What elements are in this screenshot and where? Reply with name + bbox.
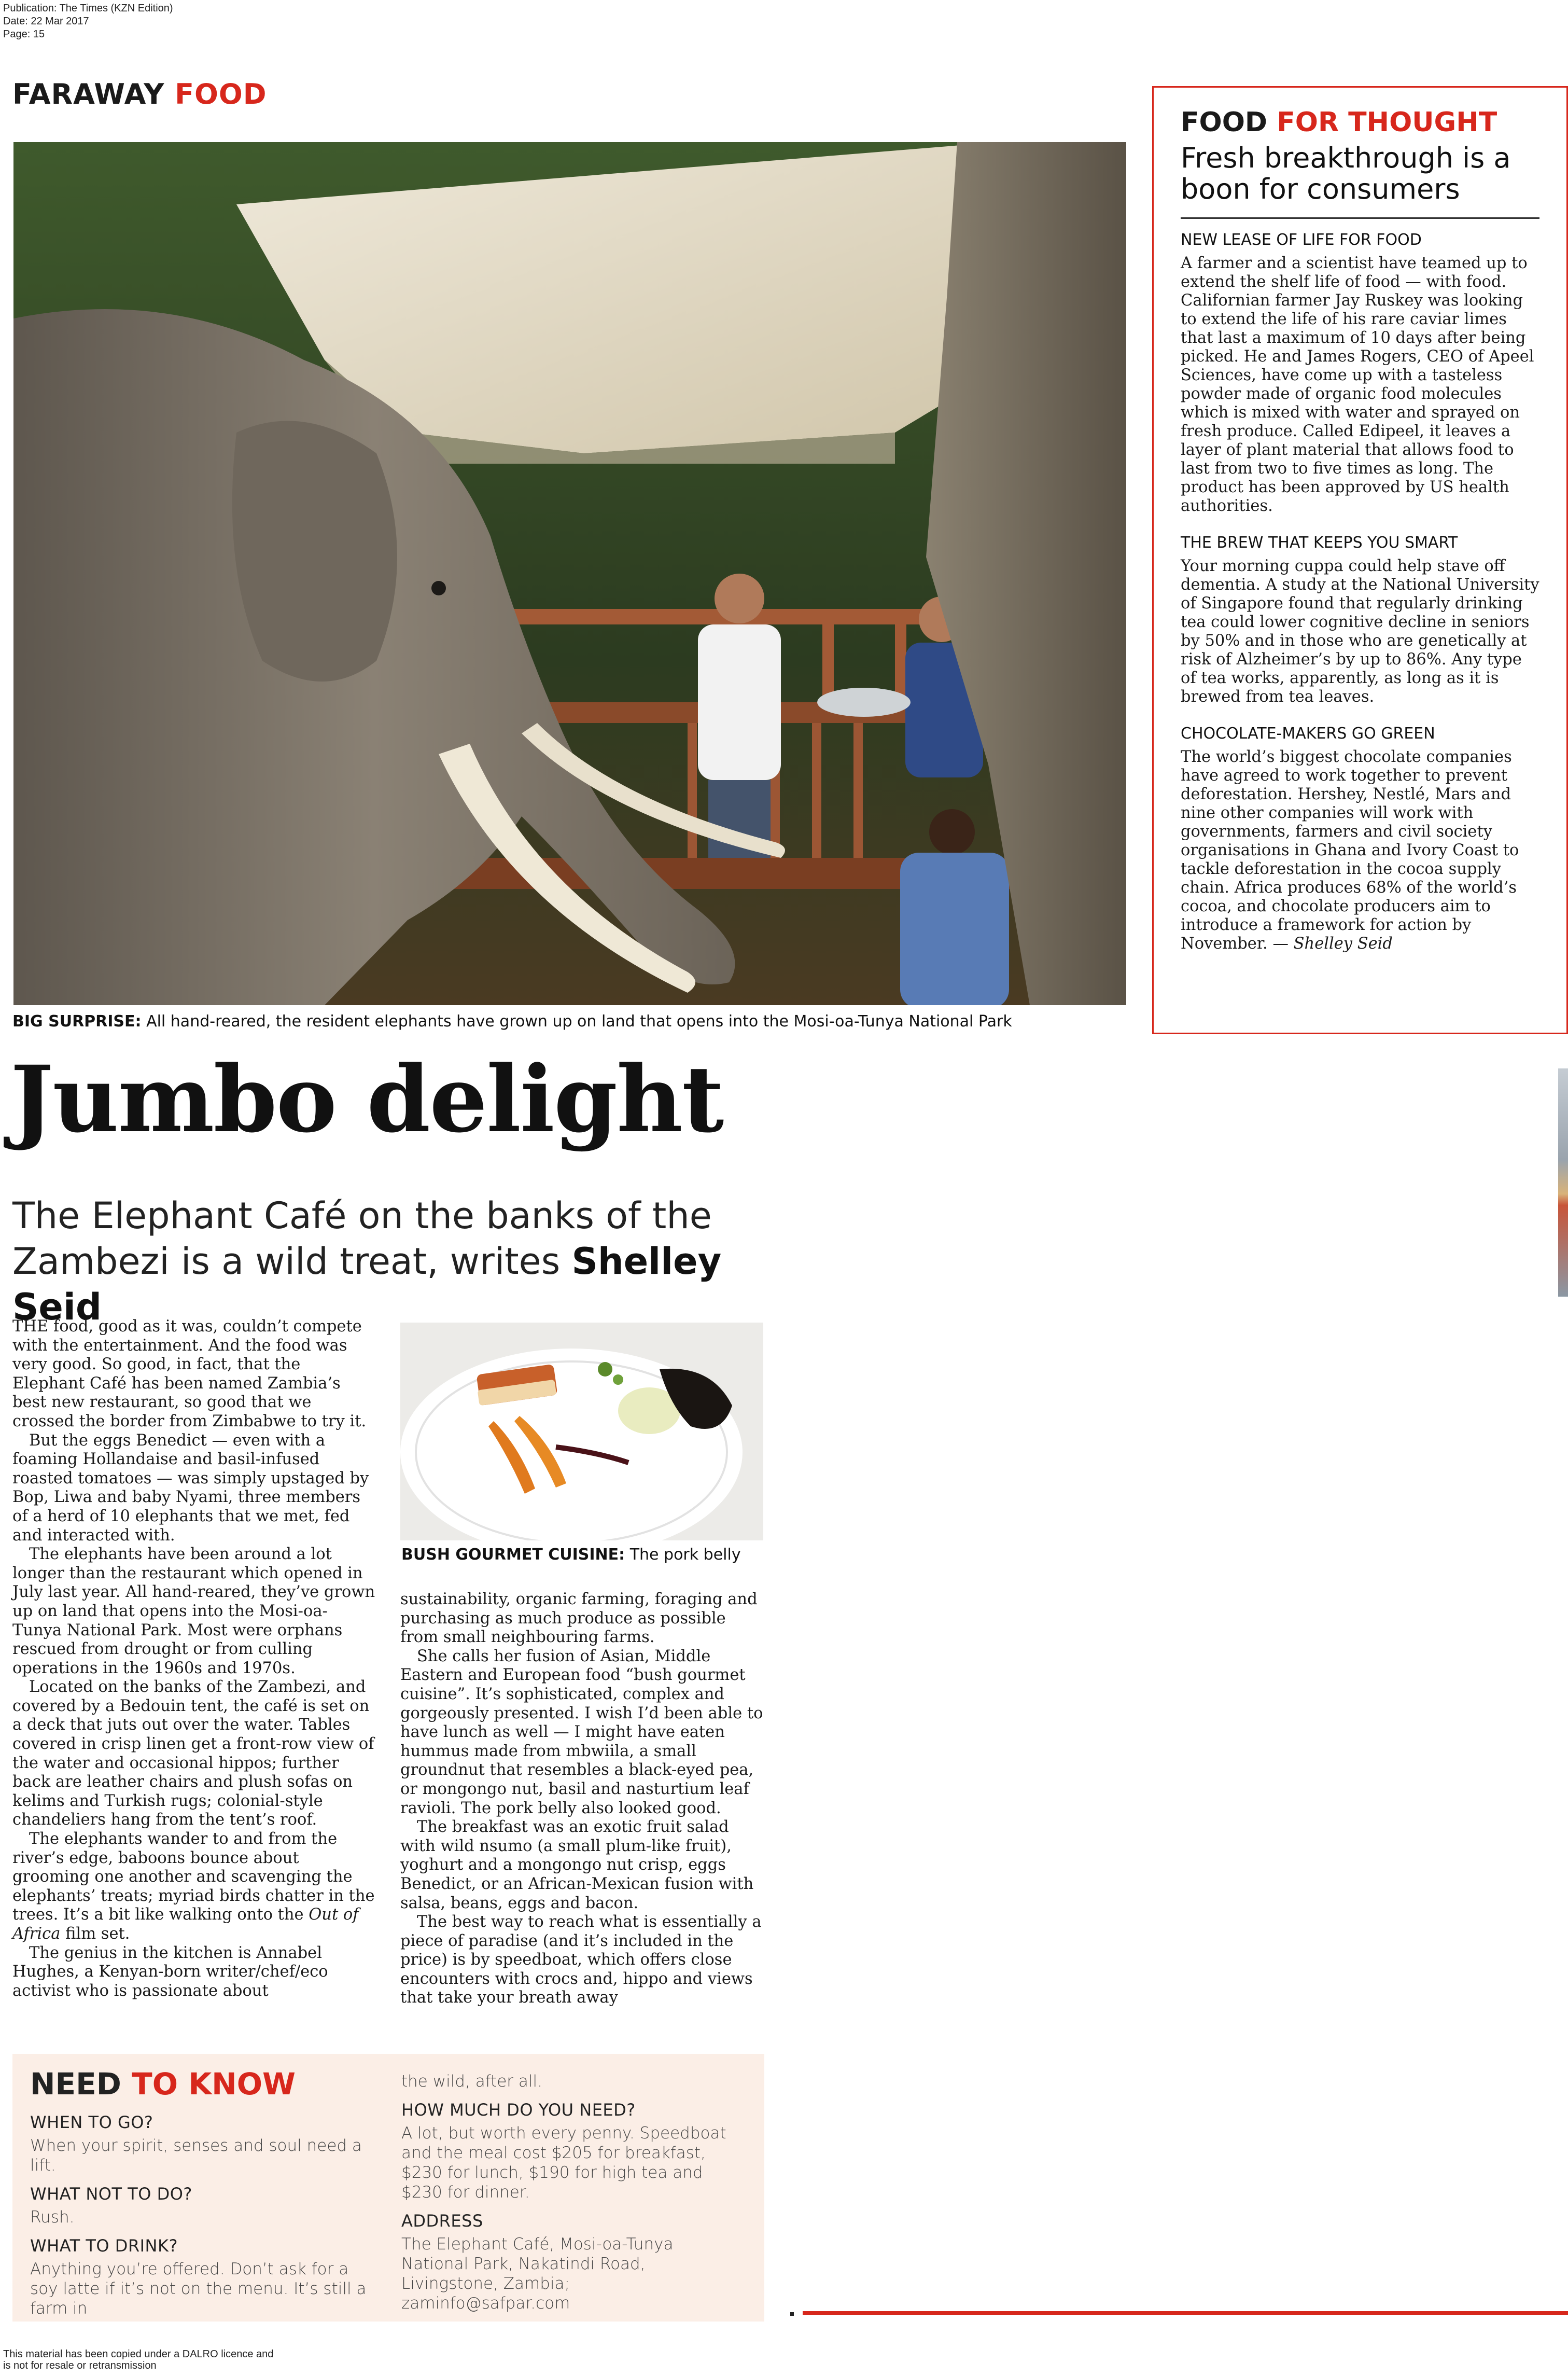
sidebar-byline: Shelley Seid xyxy=(1293,935,1393,953)
section-tag-part1: FARAWAY xyxy=(12,78,165,110)
need-to-know-question: ADDRESS xyxy=(401,2211,483,2231)
need-to-know-answer: When your spirit, senses and soul need a lift. xyxy=(30,2136,362,2175)
article-paragraph: sustainability, organic farming, foraging and purchasing as much produce as possible from small neighbouring farms. xyxy=(400,1590,758,1647)
sidebar-headline: Fresh breakthrough is a boon for consumers xyxy=(1181,142,1511,205)
article-paragraph: The elephants have been around a lot longer than the restaurant which opened in July last year. All hand-reared, they’ve grown up on land that opens into the Mosi-oa-Tunya National Park. Most were orphans rescued from drought or from culling operations in the 1960s and 1970s. xyxy=(12,1545,375,1677)
article-paragraph xyxy=(12,1830,375,1944)
need-to-know-question: WHAT NOT TO DO? xyxy=(30,2184,192,2204)
sidebar-section-title: CHOCOLATE-MAKERS GO GREEN xyxy=(1181,725,1435,743)
article-paragraph-tail: film set. xyxy=(65,1925,130,1943)
article-paragraph: Located on the banks of the Zambezi, and covered by a Bedouin tent, the café is set on a deck that juts out over the water. Tables covered in crisp linen get a front-row view of the water and occasional hippos; further back are leather chairs and plush sofas on kelims and Turkish rugs; colonial-style chandeliers hang from the tent’s roof. xyxy=(12,1678,374,1829)
need-to-know-question: WHEN TO GO? xyxy=(30,2112,153,2132)
pork-belly-photo-illustration xyxy=(400,1323,763,1540)
sidebar-section-title: NEW LEASE OF LIFE FOR FOOD xyxy=(1181,231,1422,249)
need-to-know-answer: The Elephant Café, Mosi-oa-Tunya National Park, Nakatindi Road, Livingstone, Zambia; zaminfo@safpar.com xyxy=(401,2235,674,2313)
article-paragraph: THE food, good as it was, couldn’t compete with the entertainment. And the food was very good. So good, in fact, that the Elephant Café has been named Zambia’s best new restaurant, so good that we crossed the border from Zimbabwe to try it. xyxy=(12,1317,367,1430)
article-paragraph-text: The elephants wander to and from the river’s edge, baboons bounce about grooming one another and scavenging the elephants’ treats; myriad birds chatter in the trees. It’s a bit like walking onto the xyxy=(12,1830,375,1924)
sidebar-section-body: Your morning cuppa could help stave off dementia. A study at the National University of Singapore found that regularly drinking tea could lower cognitive decline in seniors by 50% and in those who are genetically at risk of Alzheimer’s by up to 86%. Any type of tea works, apparently, as long as it is brewed from tea leaves. xyxy=(1181,557,1539,706)
elephant-photo-illustration xyxy=(13,142,1126,1005)
article-author: Shelley Seid xyxy=(12,1240,722,1328)
need-to-know-title-part1: NEED xyxy=(30,2066,121,2102)
sidebar-divider xyxy=(1181,217,1539,219)
need-to-know-question: WHAT TO DRINK? xyxy=(30,2236,178,2256)
film-title: Out of Africa xyxy=(12,1906,359,1943)
article-paragraph: She calls her fusion of Asian, Middle Eastern and European food “bush gourmet cuisine”. It’s sophisticated, complex and gorgeously presented. I wish I’d been able to have lunch as well — I might have eaten hummus made from mbwiila, a small groundnut that resembles a black-eyed pea, or mongongo nut, basil and nasturtium leaf ravioli. The pork belly also looked good. xyxy=(400,1647,763,1817)
need-to-know-continuation: the wild, after all. xyxy=(401,2072,542,2091)
adjacent-page-edge-image xyxy=(1558,1068,1568,1297)
main-photo-caption xyxy=(12,1012,1012,1031)
small-photo-caption-text: The pork belly xyxy=(629,1546,741,1564)
need-to-know-left-column xyxy=(30,2064,372,2318)
article-column-2 xyxy=(400,1590,763,2008)
sidebar-kicker-part2: FOR THOUGHT xyxy=(1277,107,1497,138)
publication-name: Publication: The Times (KZN Edition) xyxy=(3,3,173,14)
article-paragraph: But the eggs Benedict — even with a foaming Hollandaise and basil-infused roasted tomatoes — was simply upstaged by Bop, Liwa and baby Nyami, three members of a herd of 10 elephants that we met, fed and interacted with. xyxy=(12,1431,369,1545)
small-photo-caption-lead: BUSH GOURMET CUISINE: xyxy=(401,1546,625,1564)
publication-meta xyxy=(3,2,173,41)
publication-date: Date: 22 Mar 2017 xyxy=(3,16,89,27)
need-to-know-title xyxy=(30,2064,372,2104)
bottom-accent-rule xyxy=(803,2311,1568,2315)
need-to-know-box xyxy=(12,2054,764,2322)
main-photo-caption-lead: BIG SURPRISE: xyxy=(12,1012,142,1031)
need-to-know-answer: Rush. xyxy=(30,2208,75,2227)
article-standfirst xyxy=(12,1193,790,1330)
sidebar-kicker-part1: FOOD xyxy=(1181,107,1268,138)
article-column-1 xyxy=(12,1317,375,2000)
pork-belly-photo xyxy=(400,1323,763,1540)
pork-belly-caption xyxy=(401,1546,741,1564)
sidebar-section-title: THE BREW THAT KEEPS YOU SMART xyxy=(1181,534,1458,552)
article-paragraph: The genius in the kitchen is Annabel Hughes, a Kenyan-born writer/chef/eco activist who is passionate about xyxy=(12,1943,328,2000)
sidebar-section-body-text: The world’s biggest chocolate companies have agreed to work together to prevent deforestation. Hershey, Nestlé, Mars and nine other companies will work with governments, farmers and civil society organisations in Ghana and Ivory Coast to tackle deforestation in the cocoa supply chain. Africa produces 68% of the world’s cocoa, and chocolate producers aim to introduce a framework for action by November. — xyxy=(1181,748,1519,953)
section-tag xyxy=(12,78,267,110)
need-to-know-right-column xyxy=(401,2064,744,2313)
need-to-know-title-part2: TO KNOW xyxy=(132,2066,296,2102)
main-photo-caption-text: All hand-reared, the resident elephants have grown up on land that opens into the Mosi-oa-Tunya National Park xyxy=(146,1012,1012,1031)
page-marker-dot xyxy=(790,2312,794,2316)
article-paragraph: The best way to reach what is essentially a piece of paradise (and it’s included in the price) is by speedboat, which offers close encounters with crocs and, hippo and views that take your breath away xyxy=(400,1913,762,2007)
article-headline: Jumbo delight xyxy=(10,1046,723,1153)
publication-page: Page: 15 xyxy=(3,29,45,40)
licence-line-2: is not for resale or retransmission xyxy=(3,2360,157,2371)
licence-line-1: This material has been copied under a DALRO licence and xyxy=(3,2348,274,2360)
section-tag-part2: FOOD xyxy=(175,78,267,110)
main-photo-elephant xyxy=(13,142,1126,1005)
standfirst-text: The Elephant Café on the banks of the Zambezi is a wild treat, writes xyxy=(12,1194,712,1283)
sidebar-section-body xyxy=(1181,748,1539,953)
need-to-know-answer: A lot, but worth every penny. Speedboat and the meal cost $205 for breakfast, $230 for lunch, $190 for high tea and $230 for dinner. xyxy=(401,2124,726,2202)
food-for-thought-sidebar xyxy=(1152,86,1568,1034)
sidebar-section-body: A farmer and a scientist have teamed up to extend the shelf life of food — with food. Californian farmer Jay Ruskey was looking to extend the life of his rare caviar limes that last a maximum of 10 days after being picked. He and James Rogers, CEO of Apeel Sciences, have come up with a tasteless powder made of organic food molecules which is mixed with water and sprayed on fresh produce. Called Edipeel, it leaves a layer of plant material that allows food to last from two to five times as long. The product has been approved by US health authorities. xyxy=(1181,254,1534,515)
need-to-know-question: HOW MUCH DO YOU NEED? xyxy=(401,2100,636,2120)
need-to-know-answer: Anything you’re offered. Don’t ask for a soy latte if it’s not on the menu. It’s still a farm in xyxy=(30,2260,367,2318)
licence-footer xyxy=(3,2348,273,2371)
sidebar-kicker xyxy=(1181,106,1539,138)
article-paragraph: The breakfast was an exotic fruit salad with wild nsumo (a small plum-like fruit), yoghurt and a mongongo nut crisp, eggs Benedict, or an African-Mexican fusion with salsa, beans, eggs and bacon. xyxy=(400,1818,754,1912)
